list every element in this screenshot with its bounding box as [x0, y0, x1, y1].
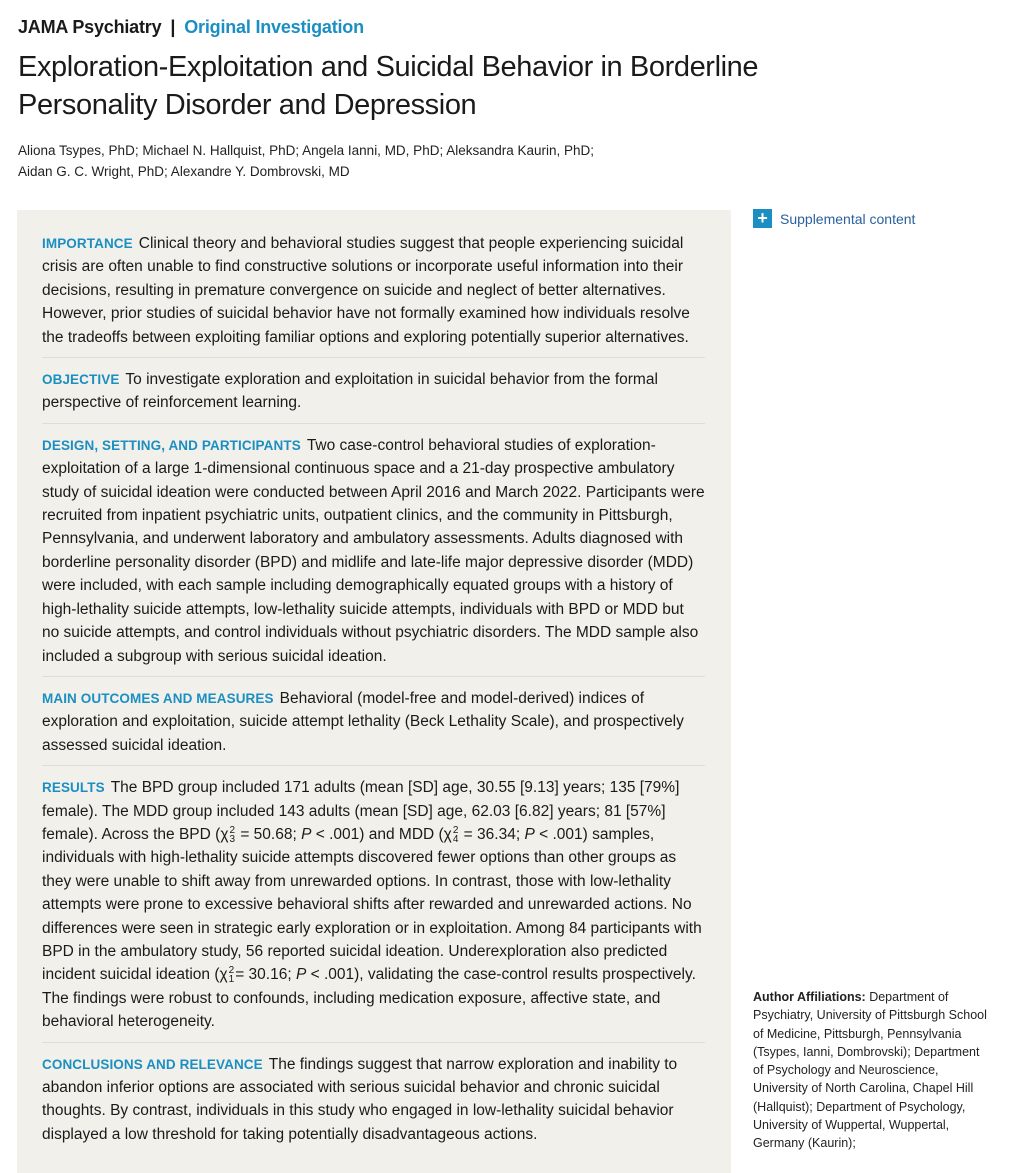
article-title: Exploration-Exploitation and Suicidal Behavior in Borderline Personality Disorder and Depression: [18, 51, 759, 121]
conclusions-text: The findings suggest that narrow exploration and inability to abandon inferior options are associated with serious suicidal behavior and chronic suicidal thoughts. By contrast, individuals in this study who engaged in low-lethality suicidal behavior displayed a low threshold for taking potentially disadvantageous actions.: [42, 1055, 678, 1143]
p-symbol: P: [524, 825, 535, 843]
authors-line-2: Aidan G. C. Wright, PhD; Alexandre Y. Dombrovski, MD: [18, 164, 350, 179]
objective-label: OBJECTIVE: [42, 372, 120, 388]
results-text-1: The BPD group included 171 adults (mean [SD] age, 30.55 [9.13] years; 135 [79%] female). The MDD group included 143 adults (mean [SD] age, 62.03 [6.82] years; 81 [57%] female). Across the BPD (: [42, 779, 680, 843]
author-affiliations: [753, 988, 989, 1153]
design-text: Two case-control behavioral studies of exploration-exploitation of a large 1-dimensional continuous space and a 21-day prospective ambulatory study of suicidal ideation were conducted between April 2016 and March 2022. Participants were recruited from inpatient psychiatric units, outpatient clinics, and the community in Pittsburgh, Pennsylvania, and underwent laboratory and ambulatory assessments. Adults diagnosed with borderline personality disorder (BPD) and midlife and late-life major depressive disorder (MDD) were included, with each sample including demographically equated groups with a history of high-lethality suicide attempts, low-lethality suicide attempts, individuals with BPD or MDD but no suicide attempts, and control individuals without psychiatric disorders. The MDD sample also included a subgroup with serious suicidal ideation.: [42, 436, 705, 665]
objective-text: To investigate exploration and exploitation in suicidal behavior from the formal perspective of reinforcement learning.: [42, 371, 658, 412]
affiliations-text: Department of Psychiatry, University of Pittsburgh School of Medicine, Pittsburgh, Pennsylvania (Tsypes, Ianni, Dombrovski); Department of Psychology and Neuroscience, University of North Carolina, Chapel Hill (Hallquist); Department of Psychology, University of Wuppertal, Wuppertal, Germany (Kaurin);: [753, 990, 987, 1151]
author-list: [18, 140, 718, 182]
header-separator: |: [170, 17, 176, 37]
results-text-4: = 36.34;: [459, 825, 525, 843]
importance-label: IMPORTANCE: [42, 236, 133, 251]
results-text-3: < .001) and MDD (: [311, 825, 444, 843]
chi-square-bpd: χ 2 3: [220, 824, 236, 845]
results-text-5: < .001) samples, individuals with high-lethality suicide attempts discovered fewer options than other groups as they were unable to shift away from unrewarded options. In contrast, those with low-lethality attempts were prone to excessive behavioral shifts after rewarded and unrewarded actions. No differences were seen in strategic early exploration or in exploitation. Among 84 participants with BPD in the ambulatory study, 56 reported suicidal ideation. Underexploration also predicted incident suicidal ideation (: [42, 825, 702, 984]
supplemental-content-label: Supplemental content: [780, 210, 916, 227]
outcomes-text: Behavioral (model-free and model-derived) indices of exploration and exploitation, suicide attempt lethality (Beck Lethality Scale), and prospectively assessed suicidal ideation.: [42, 689, 684, 754]
abstract-results: [42, 776, 705, 1042]
abstract-importance: [42, 232, 705, 358]
authors-line-1: Aliona Tsypes, PhD; Michael N. Hallquist, PhD; Angela Ianni, MD, PhD; Aleksandra Kaurin, PhD;: [18, 143, 595, 158]
results-text-6: = 30.16;: [235, 966, 296, 984]
results-text-2: = 50.68;: [236, 825, 302, 843]
p-symbol: P: [295, 966, 307, 984]
abstract-outcomes: [42, 687, 705, 766]
journal-name: JAMA Psychiatry: [18, 17, 162, 37]
abstract-design: [42, 434, 705, 677]
p-symbol: P: [301, 825, 312, 843]
chi-square-ideation: χ 2 1: [219, 965, 235, 986]
plus-icon: +: [753, 209, 772, 228]
importance-text: Clinical theory and behavioral studies suggest that people experiencing suicidal crisis are often unable to find constructive solutions or incorporate useful information into their decisions, resulting in premature convergence on suicide and neglect of better alternatives. However, prior studies of suicidal behavior have not formally examined how individuals resolve the tradeoffs between exploiting familiar options and exploring potentially superior alternatives.: [42, 235, 690, 346]
results-text-7: < .001), validating the case-control results prospectively. The findings were robust to confounds, including medication exposure, affective state, and behavioral heterogeneity.: [42, 966, 696, 1031]
results-label: RESULTS: [42, 780, 105, 796]
abstract-objective: [42, 368, 705, 424]
supplemental-content-link[interactable]: [753, 209, 915, 228]
journal-header: [18, 17, 364, 38]
affiliations-label: Author Affiliations:: [753, 990, 866, 1004]
abstract-box: [17, 210, 731, 1173]
outcomes-label: MAIN OUTCOMES AND MEASURES: [42, 690, 274, 706]
chi-square-mdd: χ 2 4: [443, 824, 459, 845]
design-label: DESIGN, SETTING, AND PARTICIPANTS: [42, 437, 301, 453]
conclusions-label: CONCLUSIONS AND RELEVANCE: [42, 1056, 263, 1072]
article-type-link[interactable]: Original Investigation: [184, 17, 364, 37]
abstract-conclusions: [42, 1053, 705, 1155]
